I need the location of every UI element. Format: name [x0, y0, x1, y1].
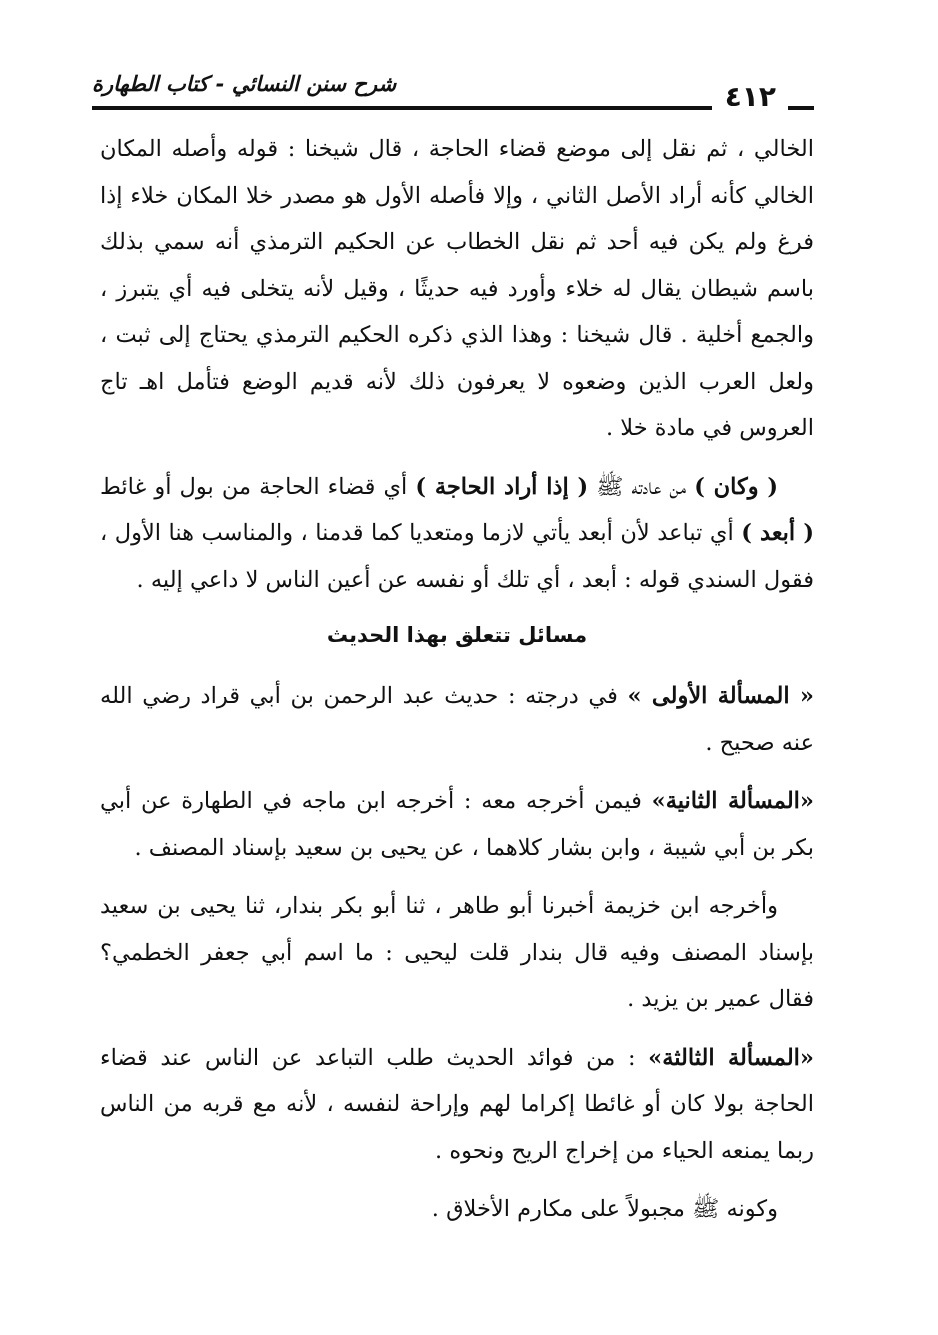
paragraph: ( وكان ) من عادته ﷺ ( إذا أراد الحاجة ) أي قضاء الحاجة من بول أو غائط ( أبعد ) أي تباعد لأن أبعد يأتي لازما ومتعديا كما قدمنا ، والمناسب هنا الأول ، فقول السندي قوله : أبعد ، أي تلك أو نفسه عن أعين الناس لا داعي إليه . [100, 473, 814, 593]
paragraph: وكونه ﷺ مجبولاً على مكارم الأخلاق . [431, 1196, 778, 1222]
header-rule [92, 106, 712, 110]
paragraph: الخالي ، ثم نقل إلى موضع قضاء الحاجة ، قال شيخنا : قوله وأصله المكان الخالي كأنه أراد الأصل الثاني ، وإلا فأصله الأول هو مصدر خلا المكان خلاء إذا فرغ ولم يكن فيه أحد ثم نقل الخطاب عن الحكيم الترمذي أنه سمي بذلك باسم شيطان يقال له خلاء وأورد فيه حديثًا ، وقيل لأنه يتخلى فيه أي يتبرز ، والجمع أخلية . قال شيخنا : وهذا الذي ذكره الحكيم الترمذي يحتاج إلى ثبت ، ولعل العرب الذين وضعوه لا يعرفون ذلك لأنه قديم الوضع فتأمل اهـ تاج العروس في مادة خلا . [100, 136, 814, 441]
header-rule-short [788, 106, 814, 110]
running-header [92, 70, 814, 114]
issue-label: «المسألة الثانية» [651, 788, 814, 814]
issue-label: « المسألة الأولى » [627, 683, 814, 709]
section-heading: مسائل تتعلق بهذا الحديث [326, 623, 588, 647]
page-number: ٤١٢ [724, 80, 776, 113]
bold-term: ( إذا أراد الحاجة ) [415, 473, 589, 500]
paragraph: وأخرجه ابن خزيمة أخبرنا أبو طاهر ، ثنا أبو بكر بندار، ثنا يحيى بن سعيد بإسناد المصنف وفيه قال بندار قلت ليحيى : ما اسم أبي جعفر الخطمي؟ فقال عمير بن يزيد . [100, 893, 814, 1012]
page-body [100, 126, 814, 1245]
running-title: شرح سنن النسائي - كتاب الطهارة [92, 72, 397, 96]
bold-term: ( وكان ) [694, 473, 779, 500]
issue-paragraph: «المسألة الثانية» فيمن أخرجه معه : أخرجه ابن ماجه في الطهارة عن أبي بكر بن أبي شيبة ، وابن بشار كلاهما ، عن يحيى بن سعيد بإسناد المصنف . [100, 788, 814, 861]
issue-paragraph: «المسألة الثالثة» : من فوائد الحديث طلب التباعد عن الناس عند قضاء الحاجة بولا كان أو غائطا إكراما لهم وإراحة لنفسه ، لأنه مع قربه من الناس ربما يمنعه الحياء من إخراج الريح ونحوه . [100, 1044, 814, 1164]
issue-paragraph: « المسألة الأولى » في درجته : حديث عبد الرحمن بن أبي قراد رضي الله عنه صحيح . [100, 683, 814, 756]
issue-label: «المسألة الثالثة» [648, 1044, 814, 1071]
bold-term: ( أبعد ) [741, 520, 814, 546]
